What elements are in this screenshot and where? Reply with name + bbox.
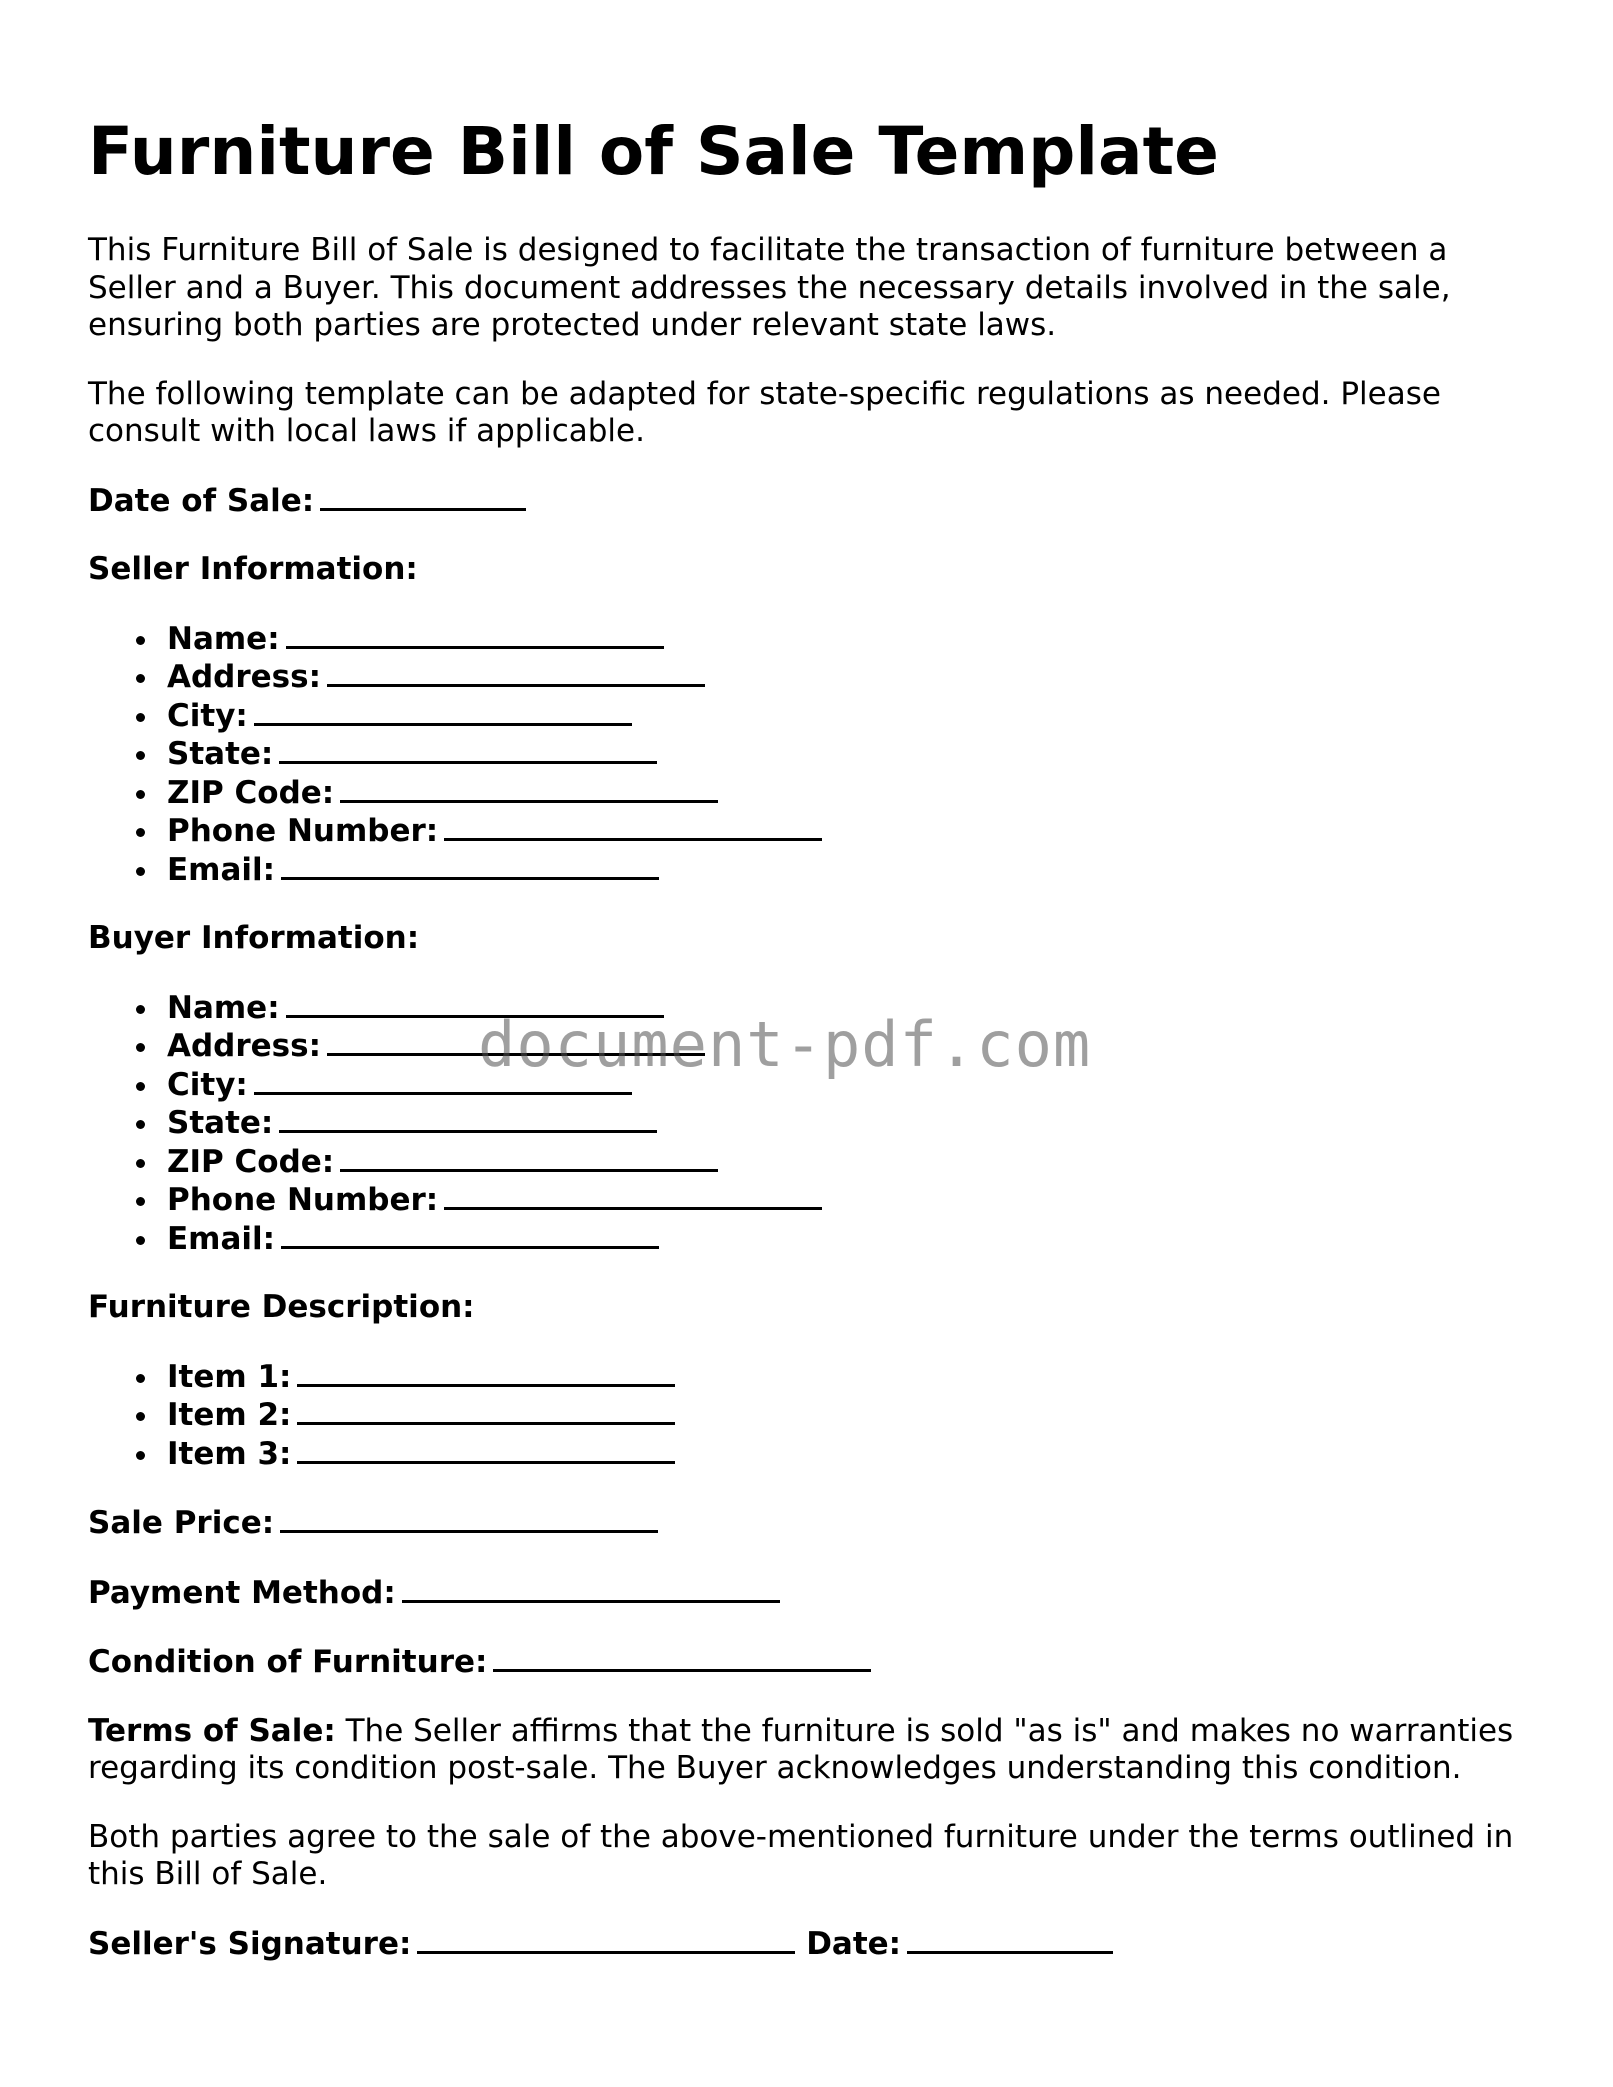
- seller-address-blank[interactable]: [327, 658, 705, 687]
- field-label: Email:: [167, 1220, 276, 1257]
- sale-price-blank[interactable]: [280, 1504, 658, 1533]
- seller-signature-blank[interactable]: [417, 1925, 795, 1954]
- buyer-zip-field: [167, 1143, 1538, 1182]
- document-body: [88, 232, 1538, 1994]
- buyer-email-blank[interactable]: [281, 1220, 659, 1249]
- field-label: State:: [167, 736, 274, 772]
- furniture-item-2-blank[interactable]: [297, 1396, 675, 1425]
- buyer-state-blank[interactable]: [279, 1104, 657, 1133]
- seller-name-blank[interactable]: [286, 620, 664, 649]
- field-label: Email:: [167, 851, 276, 888]
- seller-signature-line: [88, 1925, 1538, 1964]
- seller-city-blank[interactable]: [254, 697, 632, 726]
- terms-label: Terms of Sale:: [88, 1712, 336, 1749]
- buyer-heading: Buyer Information:: [88, 920, 420, 956]
- field-label: City:: [167, 1066, 248, 1103]
- agreement-paragraph: Both parties agree to the sale of the above-mentioned furniture under the terms outlined in this Bill of Sale.: [88, 1818, 1514, 1892]
- buyer-email-field: [167, 1220, 1538, 1259]
- field-label: State:: [167, 1105, 274, 1141]
- field-label: Phone Number:: [167, 813, 439, 849]
- condition-field: [88, 1643, 1538, 1682]
- field-label: Item 2:: [167, 1397, 292, 1433]
- seller-phone-field: [167, 812, 1538, 851]
- buyer-address-blank[interactable]: [327, 1027, 705, 1056]
- furniture-heading: Furniture Description:: [88, 1289, 475, 1325]
- payment-method-label: Payment Method:: [88, 1574, 396, 1611]
- sale-price-field: [88, 1504, 1538, 1543]
- field-label: ZIP Code:: [167, 774, 335, 811]
- seller-email-blank[interactable]: [281, 851, 659, 880]
- buyer-address-field: [167, 1027, 1538, 1066]
- intro-paragraph-1: This Furniture Bill of Sale is designed to facilitate the transaction of furniture between a Seller and a Buyer. This document addresses the necessary details involved in the sale, ensuring both parties are protected under relevant state laws.: [88, 232, 1451, 343]
- terms-text: The Seller affirms that the furniture is sold "as is" and makes no warranties regarding its condition post-sale. The Buyer acknowledges understanding this condition.: [88, 1712, 1514, 1786]
- seller-zip-blank[interactable]: [340, 774, 718, 803]
- intro-paragraph-2: The following template can be adapted for state-specific regulations as needed. Please consult with local laws if applicable.: [88, 375, 1441, 449]
- date-of-sale-blank[interactable]: [320, 482, 526, 511]
- watermark-text: document-pdf.com: [478, 1008, 1092, 1081]
- furniture-item-1-field: [167, 1358, 1538, 1397]
- date-of-sale-label: Date of Sale:: [88, 482, 315, 519]
- payment-method-field: [88, 1574, 1538, 1613]
- seller-email-field: [167, 851, 1538, 890]
- furniture-item-3-blank[interactable]: [297, 1435, 675, 1464]
- furniture-item-2-field: [167, 1396, 1538, 1435]
- seller-state-field: [167, 735, 1538, 774]
- field-label: Address:: [167, 1028, 321, 1064]
- seller-phone-blank[interactable]: [444, 812, 822, 841]
- buyer-name-field: [167, 989, 1538, 1028]
- seller-zip-field: [167, 774, 1538, 813]
- buyer-state-field: [167, 1104, 1538, 1143]
- field-label: City:: [167, 697, 248, 734]
- seller-name-field: [167, 620, 1538, 659]
- field-label: Item 1:: [167, 1358, 292, 1395]
- field-label: Phone Number:: [167, 1182, 439, 1218]
- buyer-city-field: [167, 1066, 1538, 1105]
- buyer-zip-blank[interactable]: [340, 1143, 718, 1172]
- seller-signature-label: Seller's Signature:: [88, 1925, 412, 1962]
- furniture-item-1-blank[interactable]: [297, 1358, 675, 1387]
- signature-date-label: Date:: [806, 1925, 902, 1962]
- buyer-name-blank[interactable]: [286, 989, 664, 1018]
- buyer-phone-blank[interactable]: [444, 1181, 822, 1210]
- buyer-phone-field: [167, 1181, 1538, 1220]
- seller-fields-list: [88, 620, 1538, 890]
- seller-state-blank[interactable]: [279, 735, 657, 764]
- field-label: Item 3:: [167, 1435, 292, 1472]
- field-label: Address:: [167, 659, 321, 695]
- document-title: Furniture Bill of Sale Template: [88, 113, 1219, 190]
- buyer-fields-list: [88, 989, 1538, 1259]
- terms-paragraph: [88, 1713, 1538, 1788]
- payment-method-blank[interactable]: [402, 1574, 780, 1603]
- field-label: Name:: [167, 989, 280, 1026]
- furniture-item-3-field: [167, 1435, 1538, 1474]
- seller-city-field: [167, 697, 1538, 736]
- condition-label: Condition of Furniture:: [88, 1644, 488, 1680]
- sale-price-label: Sale Price:: [88, 1505, 275, 1541]
- furniture-items-list: [88, 1358, 1538, 1474]
- date-of-sale-field: [88, 482, 1538, 521]
- condition-blank[interactable]: [493, 1643, 871, 1672]
- field-label: Name:: [167, 620, 280, 657]
- field-label: ZIP Code:: [167, 1143, 335, 1180]
- seller-heading: Seller Information:: [88, 551, 418, 587]
- seller-address-field: [167, 658, 1538, 697]
- buyer-city-blank[interactable]: [254, 1066, 632, 1095]
- signature-date-blank[interactable]: [907, 1925, 1113, 1954]
